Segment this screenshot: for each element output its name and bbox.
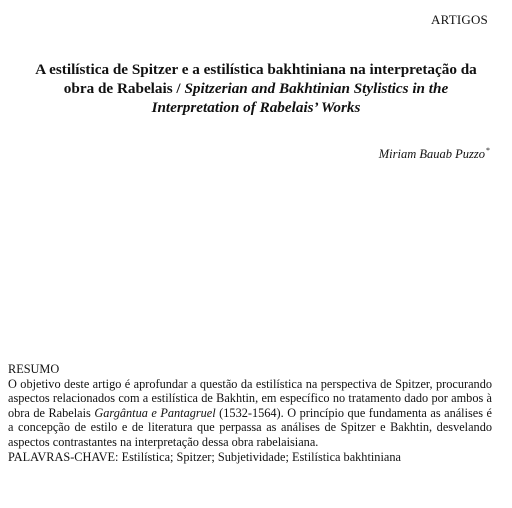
abstract-work-title: Gargântua e Pantagruel — [94, 405, 216, 420]
abstract-text-start: O objetivo deste artigo é aprofundar a questão da estilística na perspectiva de Spitzer, procurando aspectos relacionados com a estilística de Bakhtin, em específico no tratamento dado por ambos à obra de Rabelais — [8, 376, 492, 420]
abstract-text — [8, 377, 492, 450]
abstract-section — [8, 362, 492, 464]
author-footnote-mark[interactable]: * — [486, 146, 490, 155]
article-title — [20, 60, 492, 117]
keywords-list: Estilística; Spitzer; Subjetividade; Estilística bakhtiniana — [121, 449, 401, 464]
abstract-heading: RESUMO — [8, 362, 60, 376]
author-name: Miriam Bauab Puzzo — [378, 147, 485, 162]
keywords-label: PALAVRAS-CHAVE: — [8, 449, 119, 464]
title-portuguese: A estilística de Spitzer e a estilística bakhtiniana na interpretação da obra de Rabelais / — [35, 61, 477, 97]
author-byline — [379, 146, 490, 162]
abstract-text-end: (1532-1564). O princípio que fundamenta as análises é a concepção de estilo e de literatura que perpassa as análises de Spitzer e Bakhtin, desvelando aspectos contrastantes na interpretação dessa obra rabelaisiana. — [8, 405, 493, 449]
section-label: ARTIGOS — [431, 12, 488, 27]
title-english: Spitzerian and Bakhtinian Stylistics in the Interpretation of Rabelais’ Works — [151, 80, 449, 116]
keywords-line — [8, 450, 492, 465]
